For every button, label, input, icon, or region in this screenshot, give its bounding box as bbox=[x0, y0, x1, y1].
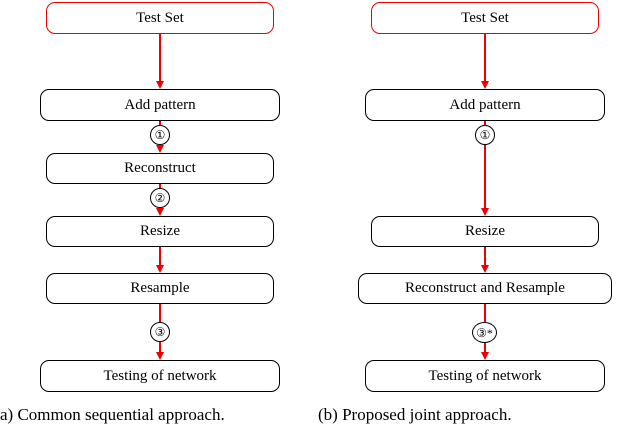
marker-label: ③* bbox=[476, 325, 493, 340]
marker-label: ② bbox=[154, 191, 166, 205]
node-add-pattern-a bbox=[40, 89, 280, 121]
node-label: Resize bbox=[465, 223, 505, 239]
node-test-set-b bbox=[371, 2, 599, 34]
node-test-set-a bbox=[46, 2, 274, 34]
node-label: Resize bbox=[140, 223, 180, 239]
node-label: Reconstruct and Resample bbox=[405, 280, 565, 296]
node-resize-a bbox=[46, 216, 274, 247]
marker-2-a bbox=[150, 188, 170, 208]
marker-3-star-b bbox=[472, 322, 497, 343]
arrow-resize-to-resample-a bbox=[46, 247, 274, 273]
marker-label: ① bbox=[154, 128, 166, 142]
node-resize-b bbox=[371, 216, 599, 247]
arrow-resize-to-reconstruct-resample-b bbox=[371, 247, 599, 273]
caption-panel-b: (b) Proposed joint approach. bbox=[318, 405, 512, 424]
node-add-pattern-b bbox=[365, 89, 605, 121]
node-label: Test Set bbox=[461, 9, 509, 26]
node-label: Testing of network bbox=[103, 367, 217, 384]
marker-1-b bbox=[475, 125, 495, 145]
marker-label: ① bbox=[479, 128, 491, 142]
node-label: Resample bbox=[130, 280, 190, 296]
arrow-test-set-to-add-pattern-b bbox=[371, 34, 599, 89]
node-label: Testing of network bbox=[428, 367, 542, 384]
arrow-test-set-to-add-pattern-a bbox=[46, 34, 274, 89]
caption-panel-a: a) Common sequential approach. bbox=[0, 405, 225, 424]
node-label: Reconstruct bbox=[124, 160, 196, 176]
node-reconstruct-and-resample-b bbox=[358, 273, 612, 304]
node-label: Test Set bbox=[136, 9, 184, 26]
node-reconstruct-a bbox=[46, 153, 274, 184]
node-testing-of-network-a bbox=[40, 360, 280, 392]
marker-3-a bbox=[150, 322, 170, 342]
node-testing-of-network-b bbox=[365, 360, 605, 392]
panel-common-sequential-approach bbox=[0, 0, 308, 436]
node-resample-a bbox=[46, 273, 274, 304]
marker-label: ③ bbox=[154, 325, 166, 339]
marker-1-a bbox=[150, 125, 170, 145]
panel-proposed-joint-approach bbox=[318, 0, 626, 436]
node-label: Add pattern bbox=[124, 96, 196, 113]
node-label: Add pattern bbox=[449, 96, 521, 113]
